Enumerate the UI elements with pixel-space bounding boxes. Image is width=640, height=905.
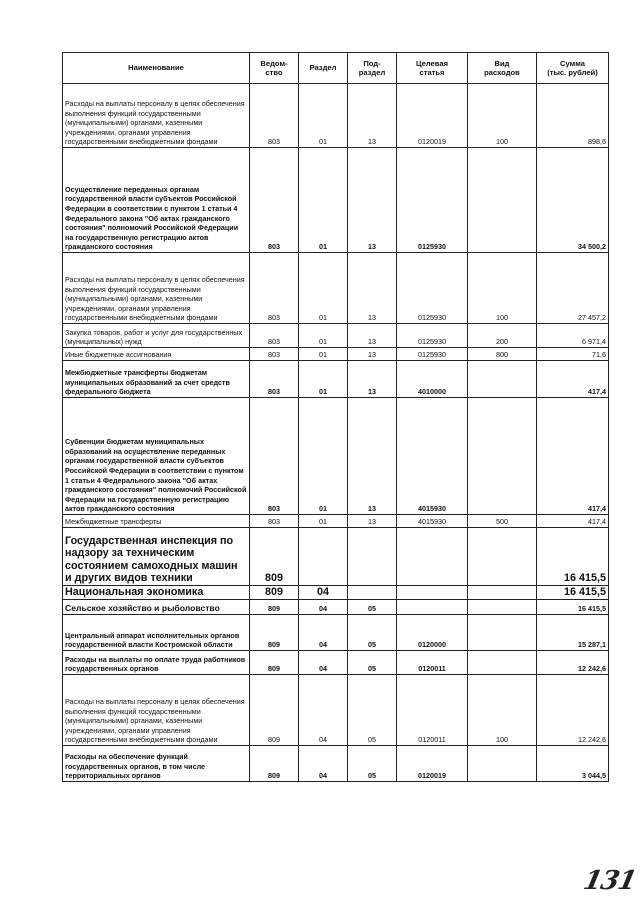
row-section: 01 bbox=[299, 348, 348, 361]
table-row bbox=[63, 746, 609, 782]
row-name: Сельское хозяйство и рыболовство bbox=[63, 600, 250, 615]
row-dept: 803 bbox=[250, 324, 299, 348]
row-expense bbox=[468, 586, 537, 600]
row-expense: 100 bbox=[468, 675, 537, 746]
row-section bbox=[299, 528, 348, 586]
row-dept: 803 bbox=[250, 361, 299, 398]
row-expense bbox=[468, 746, 537, 782]
row-target: 0125930 bbox=[397, 324, 468, 348]
row-section: 01 bbox=[299, 515, 348, 528]
row-subsection: 05 bbox=[348, 675, 397, 746]
row-sum: 16 415,5 bbox=[537, 586, 609, 600]
row-target bbox=[397, 528, 468, 586]
row-sum: 12 242,6 bbox=[537, 675, 609, 746]
row-name: Межбюджетные трансферты бюджетам муниципальных образований за счет средств федерального бюджета bbox=[63, 361, 250, 398]
header-subsection: Под- раздел bbox=[348, 53, 397, 84]
row-target: 0120019 bbox=[397, 84, 468, 148]
row-dept: 809 bbox=[250, 651, 299, 675]
row-subsection: 05 bbox=[348, 615, 397, 651]
row-section: 04 bbox=[299, 586, 348, 600]
header-expense: Вид расходов bbox=[468, 53, 537, 84]
row-name: Расходы на обеспечение функций государственных органов, в том числе территориальных органов bbox=[63, 746, 250, 782]
row-name: Национальная экономика bbox=[63, 586, 250, 600]
row-name: Расходы на выплаты по оплате труда работников государственных органов bbox=[63, 651, 250, 675]
row-sum: 3 044,5 bbox=[537, 746, 609, 782]
table-row bbox=[63, 148, 609, 253]
row-expense: 200 bbox=[468, 324, 537, 348]
header-target: Целевая статья bbox=[397, 53, 468, 84]
row-sum: 417,4 bbox=[537, 515, 609, 528]
row-subsection: 05 bbox=[348, 600, 397, 615]
row-dept: 809 bbox=[250, 586, 299, 600]
row-expense bbox=[468, 361, 537, 398]
table-row bbox=[63, 253, 609, 324]
row-expense bbox=[468, 528, 537, 586]
header-name: Наименование bbox=[63, 53, 250, 84]
row-sum: 898,6 bbox=[537, 84, 609, 148]
row-section: 04 bbox=[299, 651, 348, 675]
row-name: Государственная инспекция по надзору за техническим состоянием самоходных машин и других видов техники bbox=[63, 528, 250, 586]
row-subsection: 05 bbox=[348, 746, 397, 782]
row-target: 4015930 bbox=[397, 398, 468, 515]
row-section: 01 bbox=[299, 398, 348, 515]
row-subsection: 13 bbox=[348, 84, 397, 148]
table-row bbox=[63, 361, 609, 398]
row-name: Межбюджетные трансферты bbox=[63, 515, 250, 528]
row-section: 04 bbox=[299, 600, 348, 615]
row-name: Осуществление переданных органам государственной власти субъектов Российской Федерации в соответствии с пунктом 1 статьи 4 Федерального закона "Об актах гражданского состояния" полномочий Российской Федерации на государственную регистрацию актов гражданского состояния bbox=[63, 148, 250, 253]
row-subsection: 13 bbox=[348, 148, 397, 253]
row-name: Субвенции бюджетам муниципальных образований на осуществление переданных органам государственной власти субъектов Российской Федерации в соответствии с пунктом 1 статьи 4 Федерального закона "Об актах гражданского состояния" полномочий Российской Федерации на государственную регистрацию актов гражданского состояния bbox=[63, 398, 250, 515]
table-row bbox=[63, 398, 609, 515]
row-dept: 809 bbox=[250, 675, 299, 746]
row-subsection: 13 bbox=[348, 324, 397, 348]
table-row bbox=[63, 651, 609, 675]
table-row bbox=[63, 84, 609, 148]
row-subsection: 13 bbox=[348, 398, 397, 515]
row-sum: 34 500,2 bbox=[537, 148, 609, 253]
row-expense: 800 bbox=[468, 348, 537, 361]
row-sum: 27 457,2 bbox=[537, 253, 609, 324]
row-expense bbox=[468, 148, 537, 253]
table-row bbox=[63, 675, 609, 746]
table-row bbox=[63, 600, 609, 615]
row-section: 04 bbox=[299, 675, 348, 746]
table-row bbox=[63, 515, 609, 528]
row-expense: 500 bbox=[468, 515, 537, 528]
row-section: 01 bbox=[299, 324, 348, 348]
table-row bbox=[63, 586, 609, 600]
budget-table bbox=[62, 52, 609, 782]
row-target bbox=[397, 600, 468, 615]
row-target: 0120011 bbox=[397, 651, 468, 675]
row-dept: 803 bbox=[250, 253, 299, 324]
row-name: Расходы на выплаты персоналу в целях обеспечения выполнения функций государственными (муниципальными) органами, казенными учреждениями, органами управления государственными внебюджетными фондами bbox=[63, 84, 250, 148]
row-dept: 809 bbox=[250, 746, 299, 782]
row-name: Расходы на выплаты персоналу в целях обеспечения выполнения функций государственными (муниципальными) органами, казенными учреждениями, органами управления государственными внебюджетными фондами bbox=[63, 675, 250, 746]
row-expense: 100 bbox=[468, 253, 537, 324]
row-subsection: 13 bbox=[348, 515, 397, 528]
row-name: Закупка товаров, работ и услуг для государственных (муниципальных) нужд bbox=[63, 324, 250, 348]
row-target: 0125930 bbox=[397, 148, 468, 253]
row-target bbox=[397, 586, 468, 600]
row-expense bbox=[468, 398, 537, 515]
row-section: 04 bbox=[299, 746, 348, 782]
row-dept: 803 bbox=[250, 84, 299, 148]
row-dept: 809 bbox=[250, 615, 299, 651]
row-subsection bbox=[348, 586, 397, 600]
row-dept: 803 bbox=[250, 348, 299, 361]
row-dept: 803 bbox=[250, 515, 299, 528]
table-header bbox=[63, 53, 609, 84]
row-subsection: 13 bbox=[348, 253, 397, 324]
header-dept: Ведом- ство bbox=[250, 53, 299, 84]
row-sum: 417,4 bbox=[537, 398, 609, 515]
row-section: 01 bbox=[299, 84, 348, 148]
row-dept: 803 bbox=[250, 398, 299, 515]
row-expense bbox=[468, 615, 537, 651]
row-section: 01 bbox=[299, 148, 348, 253]
row-target: 4015930 bbox=[397, 515, 468, 528]
row-section: 01 bbox=[299, 253, 348, 324]
row-section: 01 bbox=[299, 361, 348, 398]
row-target: 0125930 bbox=[397, 348, 468, 361]
table-row bbox=[63, 324, 609, 348]
table-row bbox=[63, 615, 609, 651]
header-section: Раздел bbox=[299, 53, 348, 84]
row-expense: 100 bbox=[468, 84, 537, 148]
row-sum: 15 287,1 bbox=[537, 615, 609, 651]
row-subsection: 13 bbox=[348, 348, 397, 361]
row-name: Иные бюджетные ассигнования bbox=[63, 348, 250, 361]
row-name: Центральный аппарат исполнительных органов государственной власти Костромской области bbox=[63, 615, 250, 651]
row-subsection: 05 bbox=[348, 651, 397, 675]
row-subsection: 13 bbox=[348, 361, 397, 398]
row-target: 0120000 bbox=[397, 615, 468, 651]
row-sum: 12 242,6 bbox=[537, 651, 609, 675]
row-sum: 16 415,5 bbox=[537, 600, 609, 615]
row-sum: 417,4 bbox=[537, 361, 609, 398]
row-target: 0120019 bbox=[397, 746, 468, 782]
row-name: Расходы на выплаты персоналу в целях обеспечения выполнения функций государственными (муниципальными) органами, казенными учреждениями, органами управления государственными внебюджетными фондами bbox=[63, 253, 250, 324]
table-row bbox=[63, 348, 609, 361]
row-sum: 6 971,4 bbox=[537, 324, 609, 348]
row-expense bbox=[468, 600, 537, 615]
page-number: 131 bbox=[580, 866, 639, 896]
row-section: 04 bbox=[299, 615, 348, 651]
row-subsection bbox=[348, 528, 397, 586]
header-sum: Сумма (тыс. рублей) bbox=[537, 53, 609, 84]
row-target: 0120011 bbox=[397, 675, 468, 746]
row-dept: 809 bbox=[250, 528, 299, 586]
table-row bbox=[63, 528, 609, 586]
row-sum: 16 415,5 bbox=[537, 528, 609, 586]
row-sum: 71,6 bbox=[537, 348, 609, 361]
row-target: 0125930 bbox=[397, 253, 468, 324]
row-target: 4010000 bbox=[397, 361, 468, 398]
row-dept: 809 bbox=[250, 600, 299, 615]
row-dept: 803 bbox=[250, 148, 299, 253]
row-expense bbox=[468, 651, 537, 675]
